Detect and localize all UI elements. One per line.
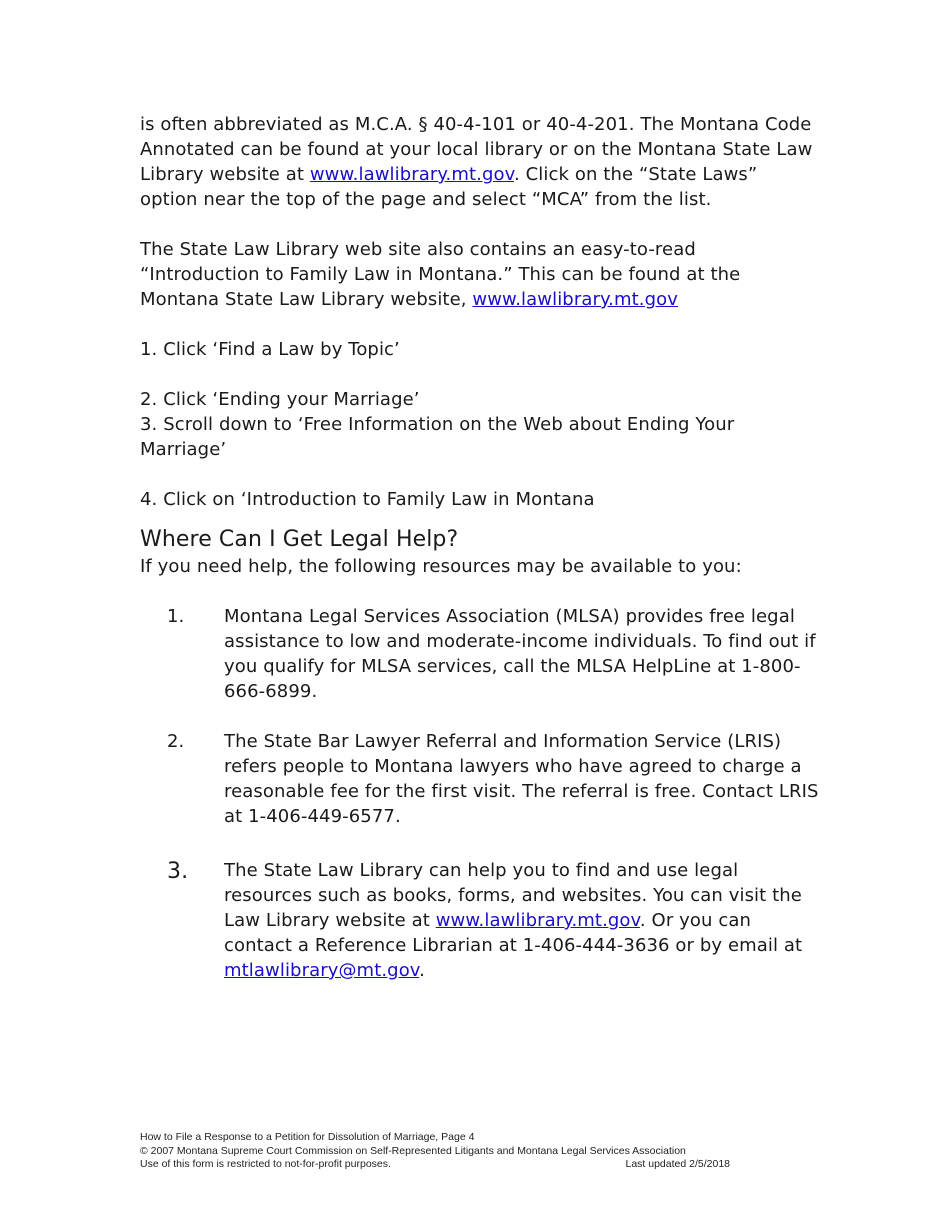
mca-text-a: is often abbreviated as M.C.A. § 40-4-101 or 40-4-201. The Montana Code Annotated can be found at your local library or on the Montana State Law Library website at xyxy=(140,114,813,185)
family-law-paragraph xyxy=(140,237,820,312)
document-body xyxy=(140,112,820,1008)
resource-number: 2. xyxy=(167,731,185,752)
mca-paragraph xyxy=(140,112,820,212)
footer-title: How to File a Response to a Petition for Dissolution of Marriage, Page 4 xyxy=(140,1131,475,1143)
footer-copyright: © 2007 Montana Supreme Court Commission on Self-Represented Litigants and Montana Legal Services Association xyxy=(140,1144,686,1157)
resource-text-a: The State Law Library can help you to find and use legal resources such as books, forms, and websites. You can visit the Law Library website at xyxy=(224,860,802,931)
library-email-link[interactable]: mtlawlibrary@mt.gov xyxy=(224,960,420,981)
law-library-link-2[interactable]: www.lawlibrary.mt.gov xyxy=(472,289,678,310)
resource-text-c: . xyxy=(419,960,425,981)
resources-list xyxy=(140,604,820,983)
resource-text: The State Bar Lawyer Referral and Information Service (LRIS) refers people to Montana lawyers who have agreed to charge a reasonable fee for the first visit. The referral is free. Contact LRIS at 1-406-449-6577. xyxy=(224,731,819,827)
footer-updated: Last updated 2/5/2018 xyxy=(625,1158,730,1170)
law-library-link-3[interactable]: www.lawlibrary.mt.gov xyxy=(435,910,640,931)
page-footer xyxy=(140,1131,730,1172)
mca-text-b: . Click on the “State Laws” option near the top of the page and select “MCA” from the list. xyxy=(140,164,758,210)
legal-help-heading: Where Can I Get Legal Help? xyxy=(140,527,459,552)
resource-item-lris xyxy=(140,729,820,829)
footer-row xyxy=(140,1158,730,1172)
step-2: 2. Click ‘Ending your Marriage’ xyxy=(140,389,420,410)
resource-item-law-library xyxy=(140,858,820,983)
family-law-text: The State Law Library web site also contains an easy-to-read “Introduction to Family Law in Montana.” This can be found at the Montana State Law Library website, xyxy=(140,239,741,310)
law-library-link[interactable]: www.lawlibrary.mt.gov xyxy=(309,164,514,185)
resource-number: 1. xyxy=(167,606,185,627)
resource-text-b: . Or you can contact a Reference Librarian at 1-406-444-3636 or by email at xyxy=(224,910,803,956)
step-3: 3. Scroll down to ‘Free Information on the Web about Ending Your Marriage’ xyxy=(140,414,735,460)
step-1: 1. Click ‘Find a Law by Topic’ xyxy=(140,339,400,360)
resource-item-mlsa xyxy=(140,604,820,704)
footer-usage: Use of this form is restricted to not-for-profit purposes. xyxy=(140,1158,391,1170)
step-4: 4. Click on ‘Introduction to Family Law in Montana xyxy=(140,489,595,510)
legal-help-intro: If you need help, the following resources may be available to you: xyxy=(140,556,742,577)
resource-number: 3. xyxy=(167,859,189,884)
resource-text: Montana Legal Services Association (MLSA) provides free legal assistance to low and moderate-income individuals. To find out if you qualify for MLSA services, call the MLSA HelpLine at 1-800-666-6899. xyxy=(224,606,816,702)
